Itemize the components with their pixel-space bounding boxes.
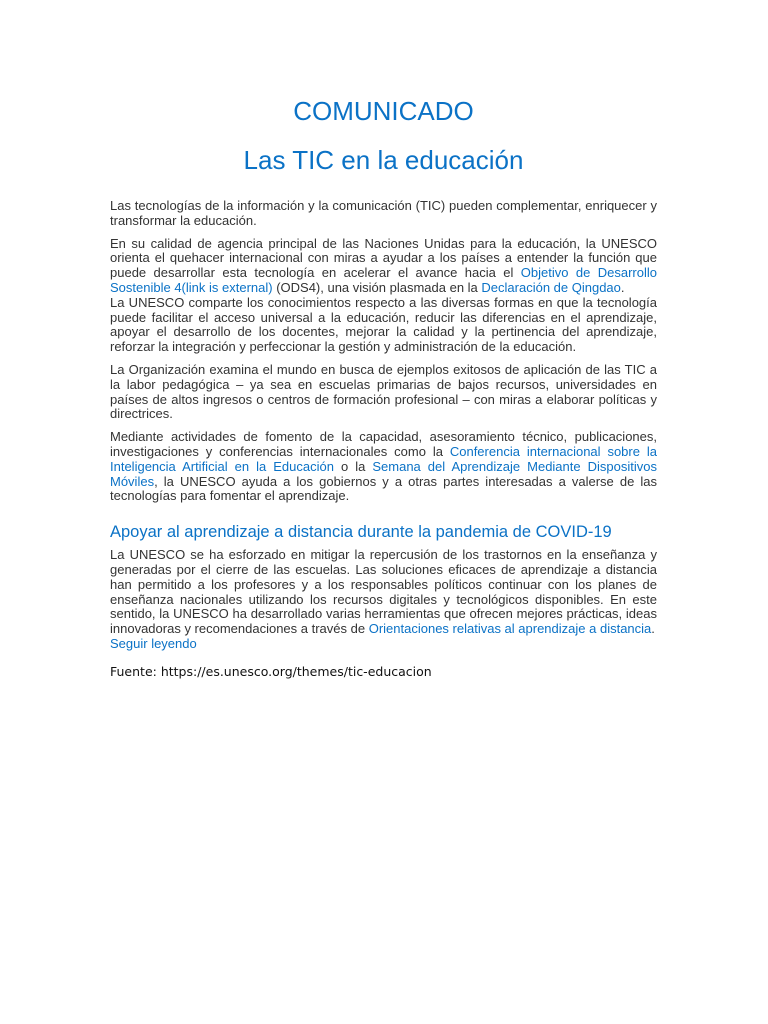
paragraph-text: En su calidad de agencia principal de las Naciones Unidas para la educación, la UNESCO orienta el quehacer internacional con miras a ayudar a los países a entender la función que puede desarrollar esta tecnología en acelerar el avance hacia el	[110, 235, 657, 281]
paragraph-text: , la UNESCO ayuda a los gobiernos y a otras partes interesadas a valerse de las tecnologías para fomentar el aprendizaje.	[110, 473, 657, 504]
paragraph-covid	[110, 548, 657, 652]
document-page	[110, 95, 657, 679]
link-ai-conference[interactable]: Conferencia internacional sobre la Inteligencia Artificial en la Educación	[110, 443, 657, 474]
source-citation: Fuente: https://es.unesco.org/themes/tic-educacion	[110, 663, 432, 679]
paragraph-intro: Las tecnologías de la información y la comunicación (TIC) pueden complementar, enriquecer y transformar la educación.	[110, 198, 657, 228]
paragraph-organization: La Organización examina el mundo en busca de ejemplos exitosos de aplicación de las TIC a la labor pedagógica – ya sea en escuelas primarias de bajos recursos, universidades en países de altos ingresos o centros de formación profesional – con miras a elaborar políticas y directrices.	[110, 361, 657, 422]
paragraph-text: (ODS4), una visión plasmada en la	[272, 279, 482, 295]
page-subtitle: Las TIC en la educación	[243, 145, 524, 175]
paragraph-unesco-role	[110, 237, 657, 296]
paragraph-knowledge: La UNESCO comparte los conocimientos respecto a las diversas formas en que la tecnología puede facilitar el acceso universal a la educación, reducir las diferencias en el aprendizaje, apoyar el desarrollo de los docentes, mejorar la calidad y la pertinencia del aprendizaje, reforzar la integración y perfeccionar la gestión y administración de la educación.	[110, 294, 657, 355]
read-more-link[interactable]: Seguir leyendo	[110, 635, 197, 651]
paragraph-text: .	[620, 279, 625, 295]
link-distance-learning-guidelines[interactable]: Orientaciones relativas al aprendizaje a distancia	[368, 621, 652, 637]
paragraph-text: Mediante actividades de fomento de la capacidad, asesoramiento técnico, publicaciones, investigaciones y conferencias internacionales como la	[110, 429, 657, 459]
link-mobile-learning-week[interactable]: Semana del Aprendizaje Mediante Dispositivos Móviles	[110, 458, 657, 489]
section-heading: Apoyar al aprendizaje a distancia durante la pandemia de COVID-19	[110, 523, 612, 542]
link-qingdao-declaration[interactable]: Declaración de Qingdao	[481, 279, 621, 295]
paragraph-text: La UNESCO se ha esforzado en mitigar la repercusión de los trastornos en la enseñanza y generadas por el cierre de las escuelas. Las soluciones eficaces de aprendizaje a distancia han permitido a los profesores y a los responsables políticos continuar con los planes de enseñanza nacionales utilizando los recursos digitales y tecnológicos disponibles. En este sentido, la UNESCO ha desarrollado varias herramientas que ofrecen mejores prácticas, ideas innovadoras y recomendaciones a través de	[110, 547, 657, 637]
page-title: COMUNICADO	[293, 96, 474, 126]
link-ods4[interactable]: Objetivo de Desarrollo Sostenible 4(link is external)	[110, 265, 657, 295]
paragraph-text: .	[651, 621, 655, 637]
paragraph-text: o la	[333, 458, 373, 474]
paragraph-activities	[110, 430, 657, 504]
